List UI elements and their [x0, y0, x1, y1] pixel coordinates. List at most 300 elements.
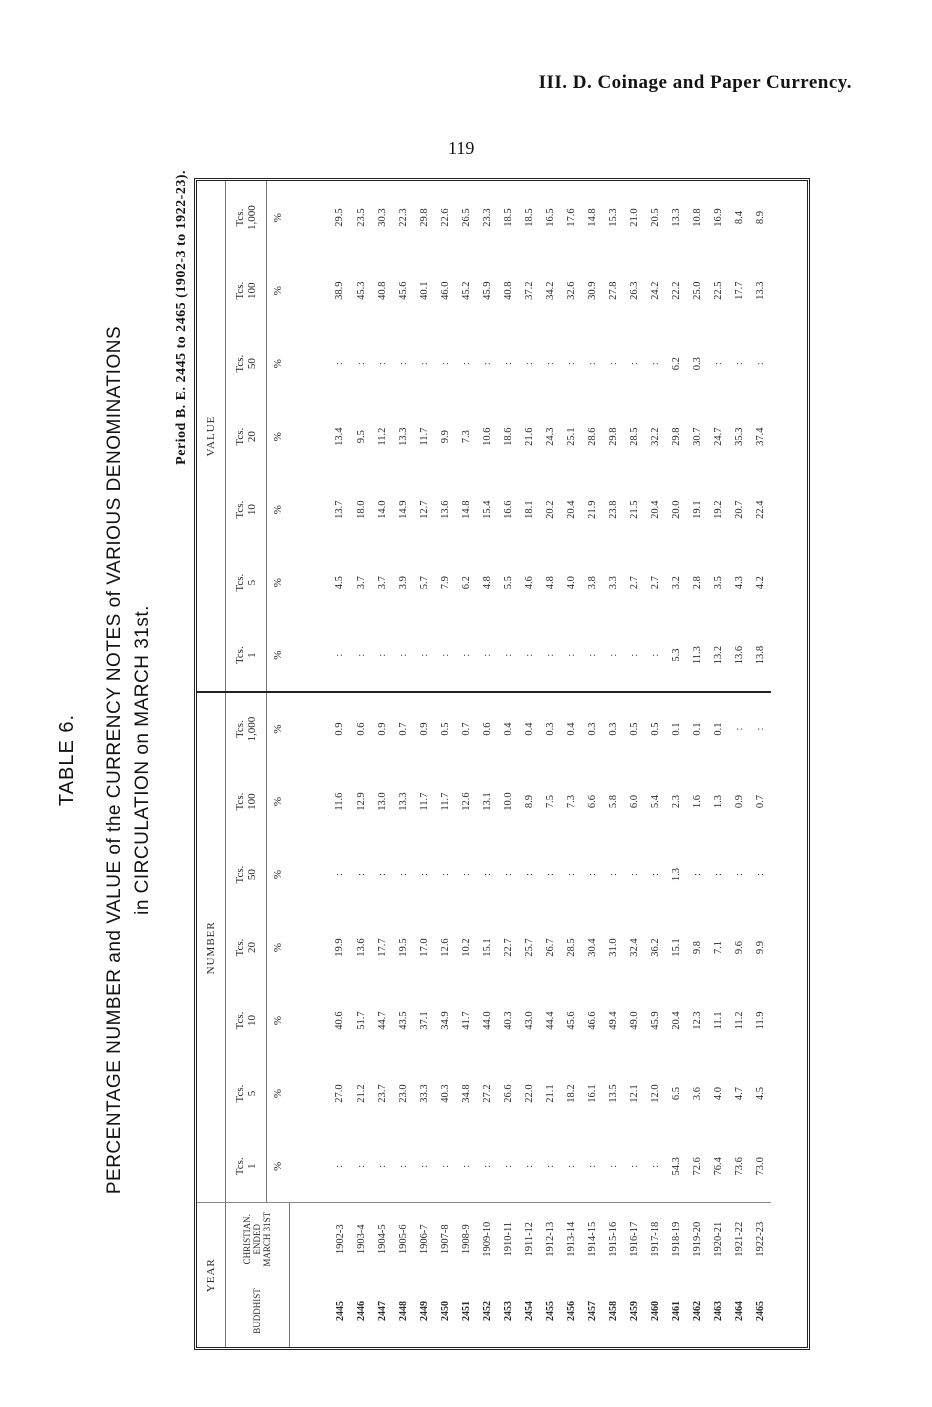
number-pct-cell: 12.0	[649, 1084, 661, 1103]
number-pct-cell: 43.0	[523, 1011, 535, 1030]
value-pct-cell: 13.6	[729, 619, 750, 692]
table-row	[289, 181, 351, 1347]
value-pct-cell: :	[628, 362, 640, 366]
christian-year-cell: 1911-12	[523, 1221, 535, 1257]
table-row	[372, 181, 393, 1347]
value-pct-cell: 19.2	[712, 500, 724, 519]
value-pct-cell: 14.8	[586, 208, 598, 227]
value-pct-cell: 13.3	[754, 281, 766, 300]
value-pct-cell: 15.4	[481, 500, 493, 519]
number-pct-cell: 11.2	[733, 1011, 745, 1030]
number-pct-cell: :	[586, 873, 598, 877]
number-denomination-header	[226, 911, 267, 984]
number-pct-cell: 13.3	[397, 792, 409, 811]
number-pct-cell: 0.4	[565, 722, 577, 736]
value-pct-cell: :	[544, 362, 556, 366]
number-pct-cell: 17.0	[418, 938, 430, 957]
denomination-label: 50	[246, 869, 258, 881]
number-pct-cell: 3.6	[691, 1086, 703, 1101]
value-denomination-header	[226, 473, 267, 546]
value-pct-cell: 28.5	[628, 427, 640, 446]
value-pct-cell: 30.3	[376, 208, 388, 227]
number-denomination-header	[226, 765, 267, 838]
number-denomination-header	[226, 984, 267, 1057]
value-pct-cell: 21.9	[586, 500, 598, 519]
number-pct-cell: 26.7	[544, 938, 556, 957]
number-pct-cell: 0.5	[649, 722, 661, 736]
christian-header-line1: CHRISTIAN.	[242, 1214, 253, 1265]
value-pct-cell: 4.0	[565, 576, 577, 590]
value-pct-cell: 40.8	[502, 281, 514, 300]
percent-unit: %	[272, 942, 284, 953]
number-pct-cell: 2.3	[670, 795, 682, 809]
number-pct-cell: 21.2	[355, 1084, 367, 1103]
number-pct-cell: 11.9	[754, 1011, 766, 1030]
value-pct-cell: 24.3	[544, 427, 556, 446]
number-pct-cell: 0.1	[691, 722, 703, 736]
number-pct-cell: 7.5	[544, 795, 556, 809]
value-pct-cell: 3.8	[586, 576, 598, 590]
number-pct-cell: 0.5	[628, 722, 640, 736]
christian-year-cell: 1918-19	[670, 1221, 682, 1257]
christian-year-cell: 1919-20	[691, 1221, 703, 1257]
value-pct-cell: 9.5	[355, 430, 367, 444]
tcs-label: Tcs.	[234, 208, 246, 227]
value-pct-cell: 2.7	[628, 576, 640, 590]
number-pct-cell: :	[435, 1130, 456, 1203]
value-pct-cell: 30.9	[586, 281, 598, 300]
value-pct-cell: :	[624, 619, 645, 692]
value-pct-cell: 4.8	[544, 576, 556, 590]
denomination-label: 5	[246, 579, 258, 586]
christian-year-cell: 1916-17	[628, 1221, 640, 1257]
value-pct-cell: 40.8	[376, 281, 388, 300]
table-row	[435, 181, 456, 1347]
tcs-label: Tcs.	[234, 1157, 246, 1176]
percent-unit: %	[272, 432, 284, 442]
number-pct-cell: 27.0	[334, 1084, 346, 1103]
buddhist-year-cell: 2452	[481, 1301, 493, 1321]
number-pct-cell: 9.8	[691, 940, 703, 955]
value-pct-cell: 6.2	[460, 576, 472, 590]
value-pct-cell: 38.9	[334, 281, 346, 300]
value-pct-cell: 24.2	[649, 281, 661, 300]
number-pct-cell: :	[372, 1130, 393, 1203]
value-pct-cell: 13.4	[334, 427, 346, 446]
table-row	[729, 181, 750, 1347]
table-row	[687, 181, 708, 1347]
number-pct-cell: :	[477, 1130, 498, 1203]
number-pct-cell: :	[460, 873, 472, 877]
number-pct-cell: 12.3	[691, 1011, 703, 1030]
christian-year-cell: 1906-7	[418, 1224, 430, 1255]
number-pct-cell: 9.9	[754, 940, 766, 955]
number-pct-cell: 76.4	[708, 1130, 729, 1203]
number-pct-cell: 1.3	[670, 868, 682, 882]
christian-year-cell: 1902-3	[334, 1224, 346, 1255]
value-pct-cell: :	[414, 619, 435, 692]
tcs-label: Tcs.	[234, 938, 246, 957]
christian-year-cell: 1912-13	[544, 1221, 556, 1257]
table-row	[456, 181, 477, 1347]
number-pct-cell: 0.9	[418, 722, 430, 736]
christian-year-cell: 1920-21	[712, 1221, 724, 1257]
tcs-label: Tcs.	[234, 865, 246, 884]
number-pct-cell: 5.8	[607, 795, 619, 809]
number-pct-cell: :	[439, 873, 451, 877]
denomination-label: 1	[246, 652, 258, 658]
number-pct-cell: 0.7	[397, 722, 409, 736]
value-pct-cell: 13.8	[750, 619, 771, 692]
denomination-label: 20	[246, 942, 258, 954]
value-pct-cell: 3.9	[397, 576, 409, 590]
number-pct-cell: 18.2	[565, 1084, 577, 1103]
number-pct-cell: 36.2	[649, 938, 661, 957]
denomination-label: 10	[246, 504, 258, 516]
number-pct-cell: 11.7	[418, 792, 430, 811]
number-denomination-header	[226, 692, 267, 765]
number-pct-cell: 23.7	[376, 1084, 388, 1103]
value-denomination-header	[226, 546, 267, 619]
christian-year-cell: 1922-23	[754, 1221, 766, 1257]
table-row	[393, 181, 414, 1347]
tcs-label: Tcs.	[234, 354, 246, 373]
number-pct-cell: 9.6	[733, 940, 745, 955]
percent-unit: %	[272, 213, 284, 223]
value-pct-cell: 17.6	[565, 208, 577, 227]
percent-unit: %	[272, 869, 284, 880]
denomination-label: 100	[246, 282, 258, 299]
number-pct-cell: :	[414, 1130, 435, 1203]
number-pct-cell: 6.0	[628, 795, 640, 809]
buddhist-year-cell: 2463	[712, 1301, 724, 1321]
number-pct-cell: :	[754, 873, 766, 877]
number-pct-cell: 45.6	[565, 1011, 577, 1030]
number-pct-cell: 72.6	[687, 1130, 708, 1203]
number-pct-cell: :	[582, 1130, 603, 1203]
number-pct-cell: 1.3	[712, 795, 724, 809]
number-pct-cell: 22.0	[523, 1084, 535, 1103]
value-pct-cell: 8.4	[733, 211, 745, 225]
value-pct-cell: 29.8	[418, 208, 430, 227]
value-pct-cell: 7.9	[439, 576, 451, 590]
number-pct-cell: 0.6	[355, 722, 367, 736]
number-pct-cell: 7.1	[712, 940, 724, 955]
tcs-label: Tcs.	[234, 427, 246, 446]
number-pct-cell: 15.1	[670, 938, 682, 957]
number-pct-cell: 0.9	[376, 722, 388, 736]
tcs-label: Tcs.	[234, 573, 246, 592]
value-pct-cell: 16.6	[502, 500, 514, 519]
value-pct-cell: :	[289, 619, 351, 692]
value-denomination-header	[226, 619, 267, 692]
christian-year-cell: 1914-15	[586, 1221, 598, 1257]
christian-year-cell: 1908-9	[460, 1224, 472, 1255]
value-pct-cell: 18.5	[502, 208, 514, 227]
percent-unit: %	[272, 1015, 284, 1026]
value-pct-cell: 13.3	[397, 427, 409, 446]
value-pct-cell: 13.3	[670, 208, 682, 227]
table-row	[561, 181, 582, 1347]
table-row	[540, 181, 561, 1347]
value-pct-cell: 4.5	[334, 576, 346, 590]
number-pct-cell: 1.6	[691, 795, 703, 809]
denomination-label: 1,000	[246, 205, 258, 230]
number-pct-cell: 73.0	[750, 1130, 771, 1203]
number-pct-cell: :	[691, 873, 703, 877]
christian-header-line3: MARCH 31ST	[262, 1211, 273, 1267]
number-pct-cell: 27.2	[481, 1084, 493, 1103]
value-pct-cell: 32.2	[649, 427, 661, 446]
value-pct-cell: :	[397, 362, 409, 366]
buddhist-year-cell: 2449	[418, 1301, 430, 1321]
number-pct-cell: 6.5	[670, 1086, 682, 1101]
value-pct-cell: 11.3	[687, 619, 708, 692]
value-pct-cell: 45.9	[481, 281, 493, 300]
christian-year-cell: 1913-14	[565, 1221, 577, 1257]
value-pct-cell: 3.7	[376, 576, 388, 590]
value-pct-cell: 2.8	[691, 576, 703, 590]
year-header: YEAR	[197, 1203, 226, 1347]
number-pct-cell: 0.9	[334, 722, 346, 736]
number-pct-cell: 13.1	[481, 792, 493, 811]
value-pct-cell: 32.6	[565, 281, 577, 300]
value-pct-cell: 23.8	[607, 500, 619, 519]
value-pct-cell: 3.2	[670, 576, 682, 590]
table-title-line2: in CIRCULATION on MARCH 31st.	[132, 605, 153, 915]
denomination-label: 50	[246, 358, 258, 370]
value-denomination-header	[226, 181, 267, 254]
table-row	[645, 181, 666, 1347]
value-pct-cell: 12.7	[418, 500, 430, 519]
number-pct-cell: :	[393, 1130, 414, 1203]
denomination-label: 1,000	[246, 716, 258, 742]
number-pct-cell: :	[502, 873, 514, 877]
value-pct-cell: :	[477, 619, 498, 692]
value-pct-cell: :	[334, 362, 346, 366]
value-pct-cell: :	[519, 619, 540, 692]
value-pct-cell: 29.8	[670, 427, 682, 446]
percent-unit: %	[267, 1130, 290, 1203]
buddhist-year-cell: 2447	[376, 1301, 388, 1321]
table-title-line1: PERCENTAGE NUMBER and VALUE of the CURRENCY NOTES of VARIOUS DENOMINATIONS	[104, 325, 125, 1195]
number-pct-cell: :	[523, 873, 535, 877]
christian-year-cell: 1917-18	[649, 1221, 661, 1257]
christian-year-cell: 1904-5	[376, 1224, 388, 1255]
number-pct-cell: 11.6	[334, 792, 346, 811]
number-pct-cell: 41.7	[460, 1011, 472, 1030]
value-pct-cell: 21.6	[523, 427, 535, 446]
rotated-table-block	[50, 170, 830, 1350]
number-pct-cell: :	[565, 873, 577, 877]
number-pct-cell: 54.3	[666, 1130, 687, 1203]
value-pct-cell: 15.3	[607, 208, 619, 227]
value-pct-cell: :	[498, 619, 519, 692]
value-pct-cell: 5.7	[418, 576, 430, 590]
table-row	[414, 181, 435, 1347]
value-pct-cell: 26.5	[460, 208, 472, 227]
value-pct-cell: 9.9	[439, 430, 451, 444]
number-pct-cell: 4.0	[712, 1086, 724, 1101]
number-pct-cell: 20.4	[670, 1011, 682, 1030]
number-pct-cell: 31.0	[607, 938, 619, 957]
value-pct-cell: 6.2	[670, 357, 682, 371]
table-row	[708, 181, 729, 1347]
value-pct-cell: :	[733, 362, 745, 366]
number-pct-cell: :	[456, 1130, 477, 1203]
number-denomination-header	[226, 838, 267, 911]
christian-year-cell: 1905-6	[397, 1224, 409, 1255]
value-pct-cell: :	[565, 362, 577, 366]
value-pct-cell: :	[418, 362, 430, 366]
number-pct-cell: 32.4	[628, 938, 640, 957]
number-pct-cell: 40.3	[502, 1011, 514, 1030]
value-pct-cell: 37.2	[523, 281, 535, 300]
value-pct-cell: :	[561, 619, 582, 692]
value-pct-cell: 34.2	[544, 281, 556, 300]
number-pct-cell: 26.6	[502, 1084, 514, 1103]
number-denomination-header	[226, 1057, 267, 1130]
value-pct-cell: 8.9	[754, 211, 766, 225]
value-pct-cell: 11.2	[376, 427, 388, 446]
tcs-label: Tcs.	[234, 792, 246, 811]
value-pct-cell: 27.8	[607, 281, 619, 300]
value-pct-cell: 13.7	[334, 500, 346, 519]
number-pct-cell: 0.9	[733, 795, 745, 809]
number-pct-cell: :	[519, 1130, 540, 1203]
value-pct-cell: 20.7	[733, 500, 745, 519]
number-pct-cell: 30.4	[586, 938, 598, 957]
value-pct-cell: :	[523, 362, 535, 366]
value-pct-cell: 0.3	[691, 357, 703, 371]
number-pct-cell: 10.0	[502, 792, 514, 811]
number-pct-cell: 16.1	[586, 1084, 598, 1103]
number-pct-cell: 10.2	[460, 938, 472, 957]
value-pct-cell: :	[481, 362, 493, 366]
value-pct-cell: 26.3	[628, 281, 640, 300]
value-pct-cell: 35.3	[733, 427, 745, 446]
number-pct-cell: :	[544, 873, 556, 877]
value-pct-cell: :	[645, 619, 666, 692]
number-pct-cell: :	[397, 873, 409, 877]
number-pct-cell: 15.1	[481, 938, 493, 957]
number-pct-cell: :	[645, 1130, 666, 1203]
number-pct-cell: 13.6	[355, 938, 367, 957]
table-row	[519, 181, 540, 1347]
page-number: 119	[448, 138, 475, 158]
value-pct-cell: 16.5	[544, 208, 556, 227]
number-pct-cell: :	[733, 873, 745, 877]
tcs-label: Tcs.	[234, 1084, 246, 1103]
number-pct-cell: :	[628, 873, 640, 877]
value-pct-cell: 37.4	[754, 427, 766, 446]
value-pct-cell: :	[754, 362, 766, 366]
value-pct-cell: 5.3	[666, 619, 687, 692]
number-pct-cell: 0.7	[460, 722, 472, 736]
value-pct-cell: 4.8	[481, 576, 493, 590]
table-row	[582, 181, 603, 1347]
buddhist-year-cell: 2456	[565, 1301, 577, 1321]
buddhist-year-cell: 2445	[334, 1301, 346, 1321]
value-pct-cell: 13.6	[439, 500, 451, 519]
value-pct-cell: :	[435, 619, 456, 692]
number-pct-cell: 7.3	[565, 795, 577, 809]
table-row	[603, 181, 624, 1347]
value-pct-cell: 14.0	[376, 500, 388, 519]
value-pct-cell: :	[582, 619, 603, 692]
value-pct-cell: :	[460, 362, 472, 366]
number-pct-cell: 51.7	[355, 1011, 367, 1030]
number-pct-cell: 22.7	[502, 938, 514, 957]
number-pct-cell: 43.5	[397, 1011, 409, 1030]
value-denomination-header	[226, 327, 267, 400]
value-pct-cell: 25.0	[691, 281, 703, 300]
number-pct-cell: :	[754, 727, 766, 731]
buddhist-year-cell: 2457	[586, 1301, 598, 1321]
number-pct-cell: 19.5	[397, 938, 409, 957]
value-pct-cell: 4.2	[754, 576, 766, 590]
value-pct-cell: :	[712, 362, 724, 366]
christian-year-cell: 1910-11	[502, 1221, 514, 1257]
number-header: NUMBER	[197, 692, 226, 1203]
christian-year-cell: 1915-16	[607, 1221, 619, 1257]
number-pct-cell: 28.5	[565, 938, 577, 957]
number-pct-cell: 44.0	[481, 1011, 493, 1030]
buddhist-year-cell: 2465	[754, 1301, 766, 1321]
value-pct-cell: 18.1	[523, 500, 535, 519]
value-pct-cell: 11.7	[418, 427, 430, 446]
currency-notes-table	[194, 178, 810, 1350]
value-pct-cell: 4.3	[733, 576, 745, 590]
value-pct-cell: 20.4	[565, 500, 577, 519]
number-pct-cell: 0.4	[502, 722, 514, 736]
number-pct-cell: 5.4	[649, 795, 661, 809]
value-pct-cell: 19.1	[691, 500, 703, 519]
number-pct-cell: 49.4	[607, 1011, 619, 1030]
value-pct-cell: 2.7	[649, 576, 661, 590]
number-pct-cell: 0.4	[523, 722, 535, 736]
number-pct-cell: 12.6	[439, 938, 451, 957]
value-pct-cell: 24.7	[712, 427, 724, 446]
value-pct-cell: :	[376, 362, 388, 366]
number-pct-cell: 4.7	[733, 1086, 745, 1101]
buddhist-year-cell: 2451	[460, 1301, 472, 1321]
percent-unit: %	[267, 619, 290, 692]
value-pct-cell: 20.5	[649, 208, 661, 227]
number-pct-cell: :	[624, 1130, 645, 1203]
table-label: TABLE 6.	[56, 713, 78, 807]
number-pct-cell: :	[603, 1130, 624, 1203]
percent-unit: %	[272, 505, 284, 515]
value-pct-cell: 18.0	[355, 500, 367, 519]
table-row	[498, 181, 519, 1347]
number-pct-cell: :	[561, 1130, 582, 1203]
value-pct-cell: 18.5	[523, 208, 535, 227]
tcs-label: Tcs.	[234, 500, 246, 519]
value-pct-cell: 7.3	[460, 430, 472, 444]
value-pct-cell: 17.7	[733, 281, 745, 300]
value-pct-cell: 21.0	[628, 208, 640, 227]
buddhist-year-cell: 2455	[544, 1301, 556, 1321]
value-pct-cell: 23.3	[481, 208, 493, 227]
value-pct-cell: 45.6	[397, 281, 409, 300]
number-pct-cell: 13.5	[607, 1084, 619, 1103]
percent-unit: %	[272, 359, 284, 369]
denomination-label: 5	[246, 1090, 258, 1097]
number-pct-cell: :	[481, 873, 493, 877]
buddhist-header: BUDDHIST	[226, 1275, 290, 1347]
buddhist-year-cell: 2461	[670, 1301, 682, 1321]
